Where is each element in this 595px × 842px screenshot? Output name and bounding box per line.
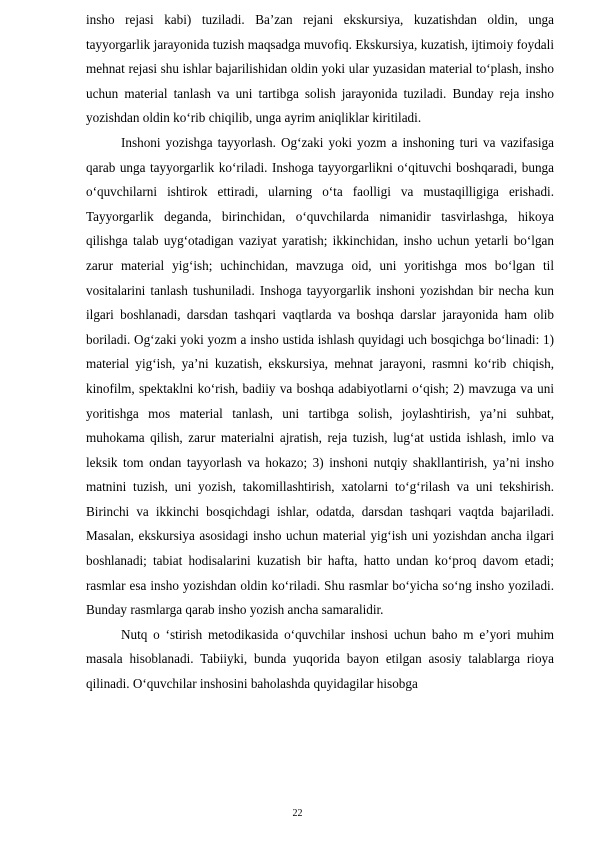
paragraph-plan-continuation: insho rejasi kabi) tuziladi. Ba’zan rejani ekskursiya, kuzatishdan oldin, unga tayyorgarlik jarayonida tuzish maqsadga muvofiq. Ekskursiya, kuzatish, ijtimoiy foydali mehnat rejasi shu ishlar bajarilishidan oldin yoki ular yuzasidan material to‘plash, insho uchun material tanlash va uni tartibga solish jarayonida tuziladi. Bunday reja insho yozishdan oldin ko‘rib chiqilib, unga ayrim aniqliklar kiritiladi. [86, 12, 554, 126]
page-number: 22 [292, 808, 303, 819]
paragraph-assessment-norms: Nutq o ‘stirish metodikasida o‘quvchilar inshosi uchun baho m e’yori muhim masala hisoblanadi. Tabiiyki, bunda yuqorida bayon etilgan asosiy talablarga rioya qilinadi. O‘quvchilar inshosini baholashda quyidagilar hisobga [86, 626, 554, 692]
document-page [86, 8, 554, 697]
paragraph-insho-preparation: Inshoni yozishga tayyorlash. Og‘zaki yoki yozm a inshoning turi va vazifasiga qarab unga tayyorgarlik ko‘riladi. Inshoga tayyorgarlikni o‘qituvchi boshqaradi, bunga o‘quvchilarni ishtirok ettiradi, ularning o‘ta faolligi va mustaqilligiga erishadi. Tayyorgarlik deganda, birinchidan, o‘quvchilarda nimanidir tasvirlashga, hikoya qilishga talab uyg‘otadigan vaziyat yaratish; ikkinchidan, insho uchun yetarli bo‘lgan zarur material yig‘ish; uchinchidan, mavzuga oid, uni yoritishga mos bo‘lgan til vositalarini tanlash tushuniladi. Inshoga tayyorgarlik inshoni yozishdan bir necha kun ilgari boshlanadi, darsdan tashqari vaqtlarda va boshqa darslar jarayonida ham olib boriladi. Og‘zaki yoki yozm a insho ustida ishlash quyidagi uch bosqichga bo‘linadi: 1) material yig‘ish, ya’ni kuzatish, ekskursiya, mehnat jarayoni, rasmni ko‘rib chiqish, kinofilm, spektaklni ko‘rish, badiiy va boshqa adabiyotlarni o‘qish; 2) mavzuga va uni yoritishga mos material tanlash, uni tartibga solish, joylashtirish, ya’ni suhbat, muhokama qilish, zarur materialni ajratish, reja tuzish, lug‘at ustida ishlash, imlo va leksik tom ondan tayyorlash va hokazo; 3) inshoni nutqiy shakllantirish, ya’ni insho matnini tuzish, uni yozish, takomillashtirish, xatolarni to‘g‘rilash va uni tekshirish. Birinchi va ikkinchi bosqichdagi ishlar, odatda, darsdan tashqari vaqtda bajariladi. Masalan, ekskursiya asosidagi insho uchun material yig‘ish uni yozishdan ancha ilgari boshlanadi; tabiat hodisalarini kuzatish bir hafta, hatto undan ko‘proq davom etadi; rasmlar esa insho yozishdan oldin ko‘riladi. Shu rasmlar bo‘yicha so‘ng insho yoziladi. Bunday rasmlarga qarab insho yozish ancha samaralidir. [86, 134, 554, 618]
